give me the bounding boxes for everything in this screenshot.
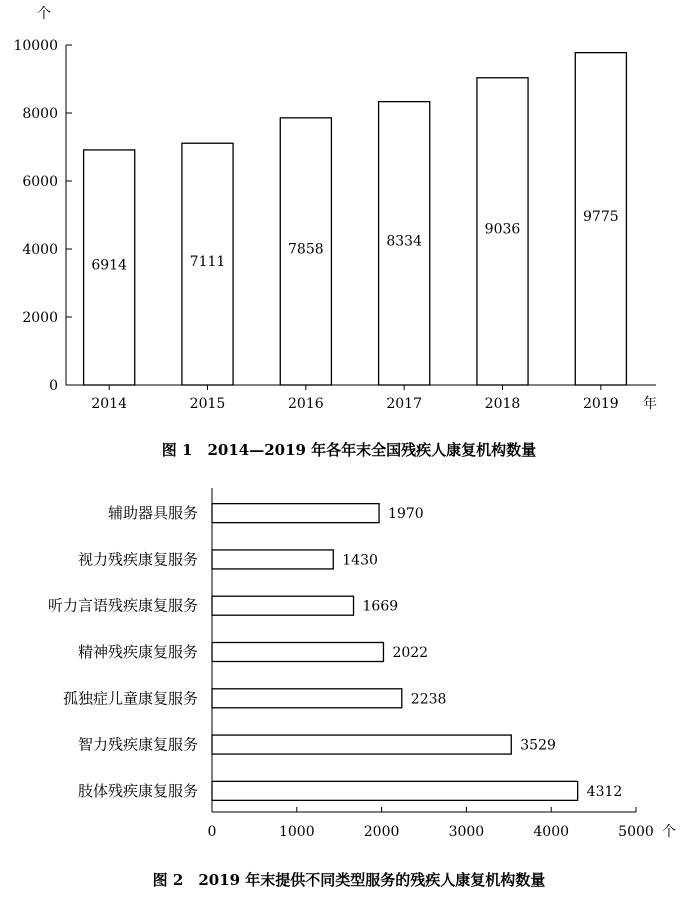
chart2-bar <box>212 781 578 800</box>
chart2-category-label: 精神残疾康复服务 <box>77 643 198 661</box>
chart2-bar-value-label: 2238 <box>410 691 447 708</box>
chart1-y-tick-label: 4000 <box>22 242 58 258</box>
chart1-bar-value-label: 7111 <box>189 254 226 271</box>
chart1-y-unit-label: 个 <box>37 6 51 22</box>
chart2-x-tick-label: 3000 <box>448 824 485 840</box>
chart1-title: 图 1 2014—2019 年各年末全国残疾人康复机构数量 <box>161 441 537 459</box>
chart-1 <box>13 6 657 459</box>
chart1-y-tick-label: 6000 <box>22 174 58 190</box>
chart2-x-tick-label: 1000 <box>278 824 315 840</box>
chart1-y-tick-label: 2000 <box>22 310 58 326</box>
chart2-category-label: 肢体残疾康复服务 <box>77 781 198 800</box>
chart2-x-tick-label: 5000 <box>618 824 654 840</box>
chart1-x-tick-labels <box>91 385 618 412</box>
chart2-bar-value-label: 1970 <box>388 506 424 523</box>
chart1-x-tick-label: 2017 <box>386 396 422 412</box>
chart2-bar <box>212 643 383 662</box>
chart2-x-unit-label: 个 <box>662 824 676 840</box>
chart2-bar <box>212 504 379 523</box>
chart2-bar-value-label: 1430 <box>342 552 378 569</box>
chart2-category-label: 视力残疾康复服务 <box>77 550 198 569</box>
chart2-bar <box>212 550 333 569</box>
chart1-x-tick-label: 2019 <box>583 396 619 412</box>
chart2-title: 图 2 2019 年末提供不同类型服务的残疾人康复机构数量 <box>152 871 546 889</box>
chart1-bar-value-label: 6914 <box>91 257 127 274</box>
chart1-x-tick-label: 2014 <box>91 396 127 412</box>
chart2-bars <box>212 504 622 801</box>
chart1-y-ticks <box>13 38 72 394</box>
chart1-bar-value-label: 8334 <box>386 233 422 250</box>
chart1-x-tick-label: 2016 <box>288 396 324 412</box>
chart2-bar-value-label: 2022 <box>392 645 429 661</box>
chart1-bar-value-label: 9036 <box>484 221 521 238</box>
chart2-x-tick-label: 0 <box>207 824 217 840</box>
chart2-bar <box>212 735 511 754</box>
chart1-x-unit-label: 年 <box>643 396 657 412</box>
chart2-category-label: 辅助器具服务 <box>107 504 198 523</box>
chart2-bar <box>212 689 402 708</box>
chart1-x-tick-label: 2018 <box>484 396 521 412</box>
chart2-bar-value-label: 3529 <box>520 737 556 754</box>
chart2-bar-value-label: 4312 <box>586 783 623 800</box>
chart1-bars <box>84 53 627 385</box>
chart1-bar-value-label: 9775 <box>583 208 619 225</box>
chart1-bar-value-label: 7858 <box>288 241 324 258</box>
chart1-y-tick-label: 0 <box>49 378 58 394</box>
chart1-y-tick-label: 10000 <box>13 38 58 54</box>
chart2-category-labels <box>48 504 198 800</box>
chart2-x-tick-label: 2000 <box>363 824 400 840</box>
chart2-bar-value-label: 1669 <box>362 598 399 615</box>
chart1-x-tick-label: 2015 <box>189 396 226 412</box>
chart-2 <box>48 488 676 889</box>
chart2-x-tick-label: 4000 <box>533 824 570 840</box>
chart2-category-label: 听力言语残疾康复服务 <box>47 596 198 615</box>
chart2-category-label: 孤独症儿童康复服务 <box>62 689 198 708</box>
chart2-category-label: 智力残疾康复服务 <box>77 735 198 754</box>
chart2-bar <box>212 596 354 615</box>
chart1-y-tick-label: 8000 <box>22 106 58 122</box>
